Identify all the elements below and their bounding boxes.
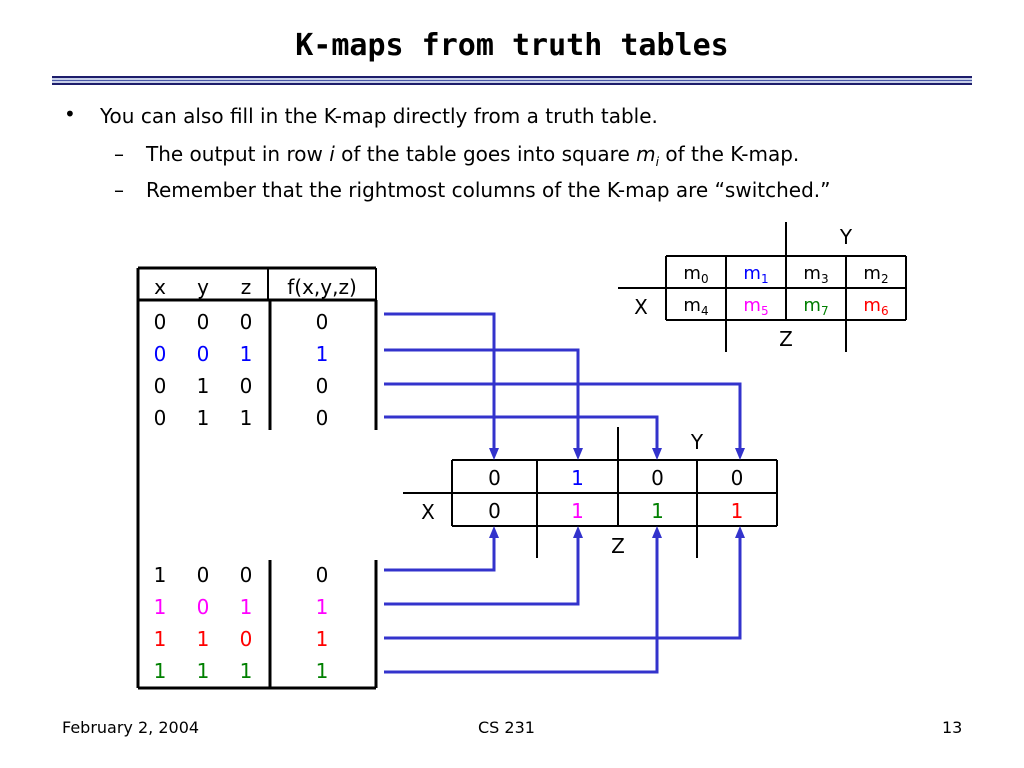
- truth-table-cell: 1: [196, 627, 210, 651]
- truth-table-cell: 0: [196, 595, 210, 619]
- kmap-minterm-cell: $m_6$: [863, 295, 889, 318]
- kmap-value-cell: 0: [488, 499, 501, 523]
- truth-table-cell: 0: [315, 563, 329, 587]
- truth-table-cell: 1: [239, 406, 253, 430]
- sub-bullet-2-text: Remember that the rightmost columns of the K-map are “switched.”: [146, 178, 831, 202]
- truth-table-cell: 0: [153, 374, 167, 398]
- truth-table-cell: 1: [315, 342, 329, 366]
- kmap-value-cell: 1: [651, 499, 664, 523]
- kmap-value-x-label: X: [421, 500, 435, 524]
- connector-arrow: [384, 538, 740, 638]
- truth-table-cell: 0: [239, 563, 253, 587]
- truth-table-cell: 0: [153, 342, 167, 366]
- kmap-value-cell: 0: [488, 466, 501, 490]
- truth-table-cell: 1: [196, 659, 210, 683]
- connector-arrowhead: [735, 526, 745, 538]
- kmap-value-y-label: Y: [690, 430, 704, 454]
- footer-date: February 2, 2004: [62, 718, 200, 737]
- truth-table-cell: 1: [153, 659, 167, 683]
- truth-table-cell: 1: [315, 659, 329, 683]
- truth-table-cell: 1: [315, 627, 329, 651]
- truth-table-cell: 0: [153, 406, 167, 430]
- truth-table-cell: 1: [196, 406, 210, 430]
- truth-table-cell: 0: [239, 374, 253, 398]
- connector-arrow: [384, 417, 657, 448]
- kmap-minterm-z-label: Z: [779, 327, 793, 351]
- kmap-value-z-label: Z: [611, 534, 625, 558]
- kmap-minterm-cell: $m_4$: [683, 295, 709, 318]
- footer-course: CS 231: [478, 718, 535, 737]
- connector-arrowhead: [489, 448, 499, 460]
- kmap-minterm-y-label: Y: [839, 225, 853, 249]
- truth-table-cell: 1: [153, 627, 167, 651]
- footer-page-number: 13: [942, 718, 963, 737]
- connector-arrow: [384, 538, 494, 570]
- dash-marker: –: [114, 142, 124, 166]
- kmap-value-cell: 0: [730, 466, 744, 490]
- truth-table-cell: 1: [239, 659, 253, 683]
- connector-arrowhead: [489, 526, 499, 538]
- connector-arrowhead: [652, 448, 662, 460]
- truth-table-cell: 0: [239, 310, 253, 334]
- dash-marker: –: [114, 178, 124, 202]
- truth-table-cell: 1: [239, 342, 253, 366]
- connector-arrowhead: [573, 526, 583, 538]
- sub-bullet-1-text-c: of the K-map.: [659, 142, 800, 166]
- kmap-minterm-cell: $m_2$: [863, 263, 889, 286]
- sub-bullet-1-text-b: of the table goes into square: [334, 142, 637, 166]
- slide-title: K-maps from truth tables: [295, 28, 729, 63]
- connector-arrow: [384, 350, 578, 448]
- truth-table-cell: 0: [315, 310, 329, 334]
- kmap-value-cell: 0: [651, 466, 664, 490]
- truth-table-cell: 0: [196, 563, 210, 587]
- truth-table-cell: 1: [153, 563, 167, 587]
- truth-table-cell: 0: [315, 374, 329, 398]
- truth-table-cell: 1: [315, 595, 329, 619]
- bullet-marker: •: [64, 102, 76, 126]
- sub-bullet-1-italic-i: i: [329, 142, 335, 166]
- truth-table-cell: 0: [153, 310, 167, 334]
- truth-table-header-cell: x: [154, 275, 166, 299]
- kmap-minterm-cell: $m_3$: [803, 263, 829, 286]
- sub-bullet-1-subscript: i: [655, 154, 660, 169]
- truth-table-cell: 0: [196, 310, 210, 334]
- kmap-minterm-cell: $m_7$: [803, 295, 829, 318]
- truth-table-header-cell: z: [240, 275, 252, 299]
- connector-arrowhead: [573, 448, 583, 460]
- truth-table-header-cell: f(x,y,z): [287, 275, 357, 299]
- kmap-minterm-cell: $m_0$: [683, 263, 709, 286]
- kmap-minterm-x-label: X: [634, 295, 648, 319]
- kmap-value-cell: 1: [571, 466, 584, 490]
- bullet-1-text: You can also fill in the K-map directly from a truth table.: [100, 104, 658, 128]
- truth-table-cell: 1: [153, 595, 167, 619]
- connector-arrowhead: [735, 448, 745, 460]
- sub-bullet-1-italic-m: m: [636, 142, 656, 166]
- kmap-value-cell: 1: [571, 499, 584, 523]
- connector-arrowhead: [652, 526, 662, 538]
- truth-table-cell: 1: [239, 595, 253, 619]
- truth-table-cell: 0: [239, 627, 253, 651]
- truth-table-cell: 1: [196, 374, 210, 398]
- truth-table-cell: 0: [315, 406, 329, 430]
- truth-table-header-cell: y: [197, 275, 209, 299]
- kmap-minterm-cell: $m_5$: [743, 295, 769, 318]
- kmap-minterm-cell: $m_1$: [743, 263, 769, 286]
- kmap-value-cell: 1: [730, 499, 744, 523]
- truth-table-cell: 0: [196, 342, 210, 366]
- connector-arrow: [384, 314, 494, 448]
- sub-bullet-1-text-a: The output in row: [146, 142, 330, 166]
